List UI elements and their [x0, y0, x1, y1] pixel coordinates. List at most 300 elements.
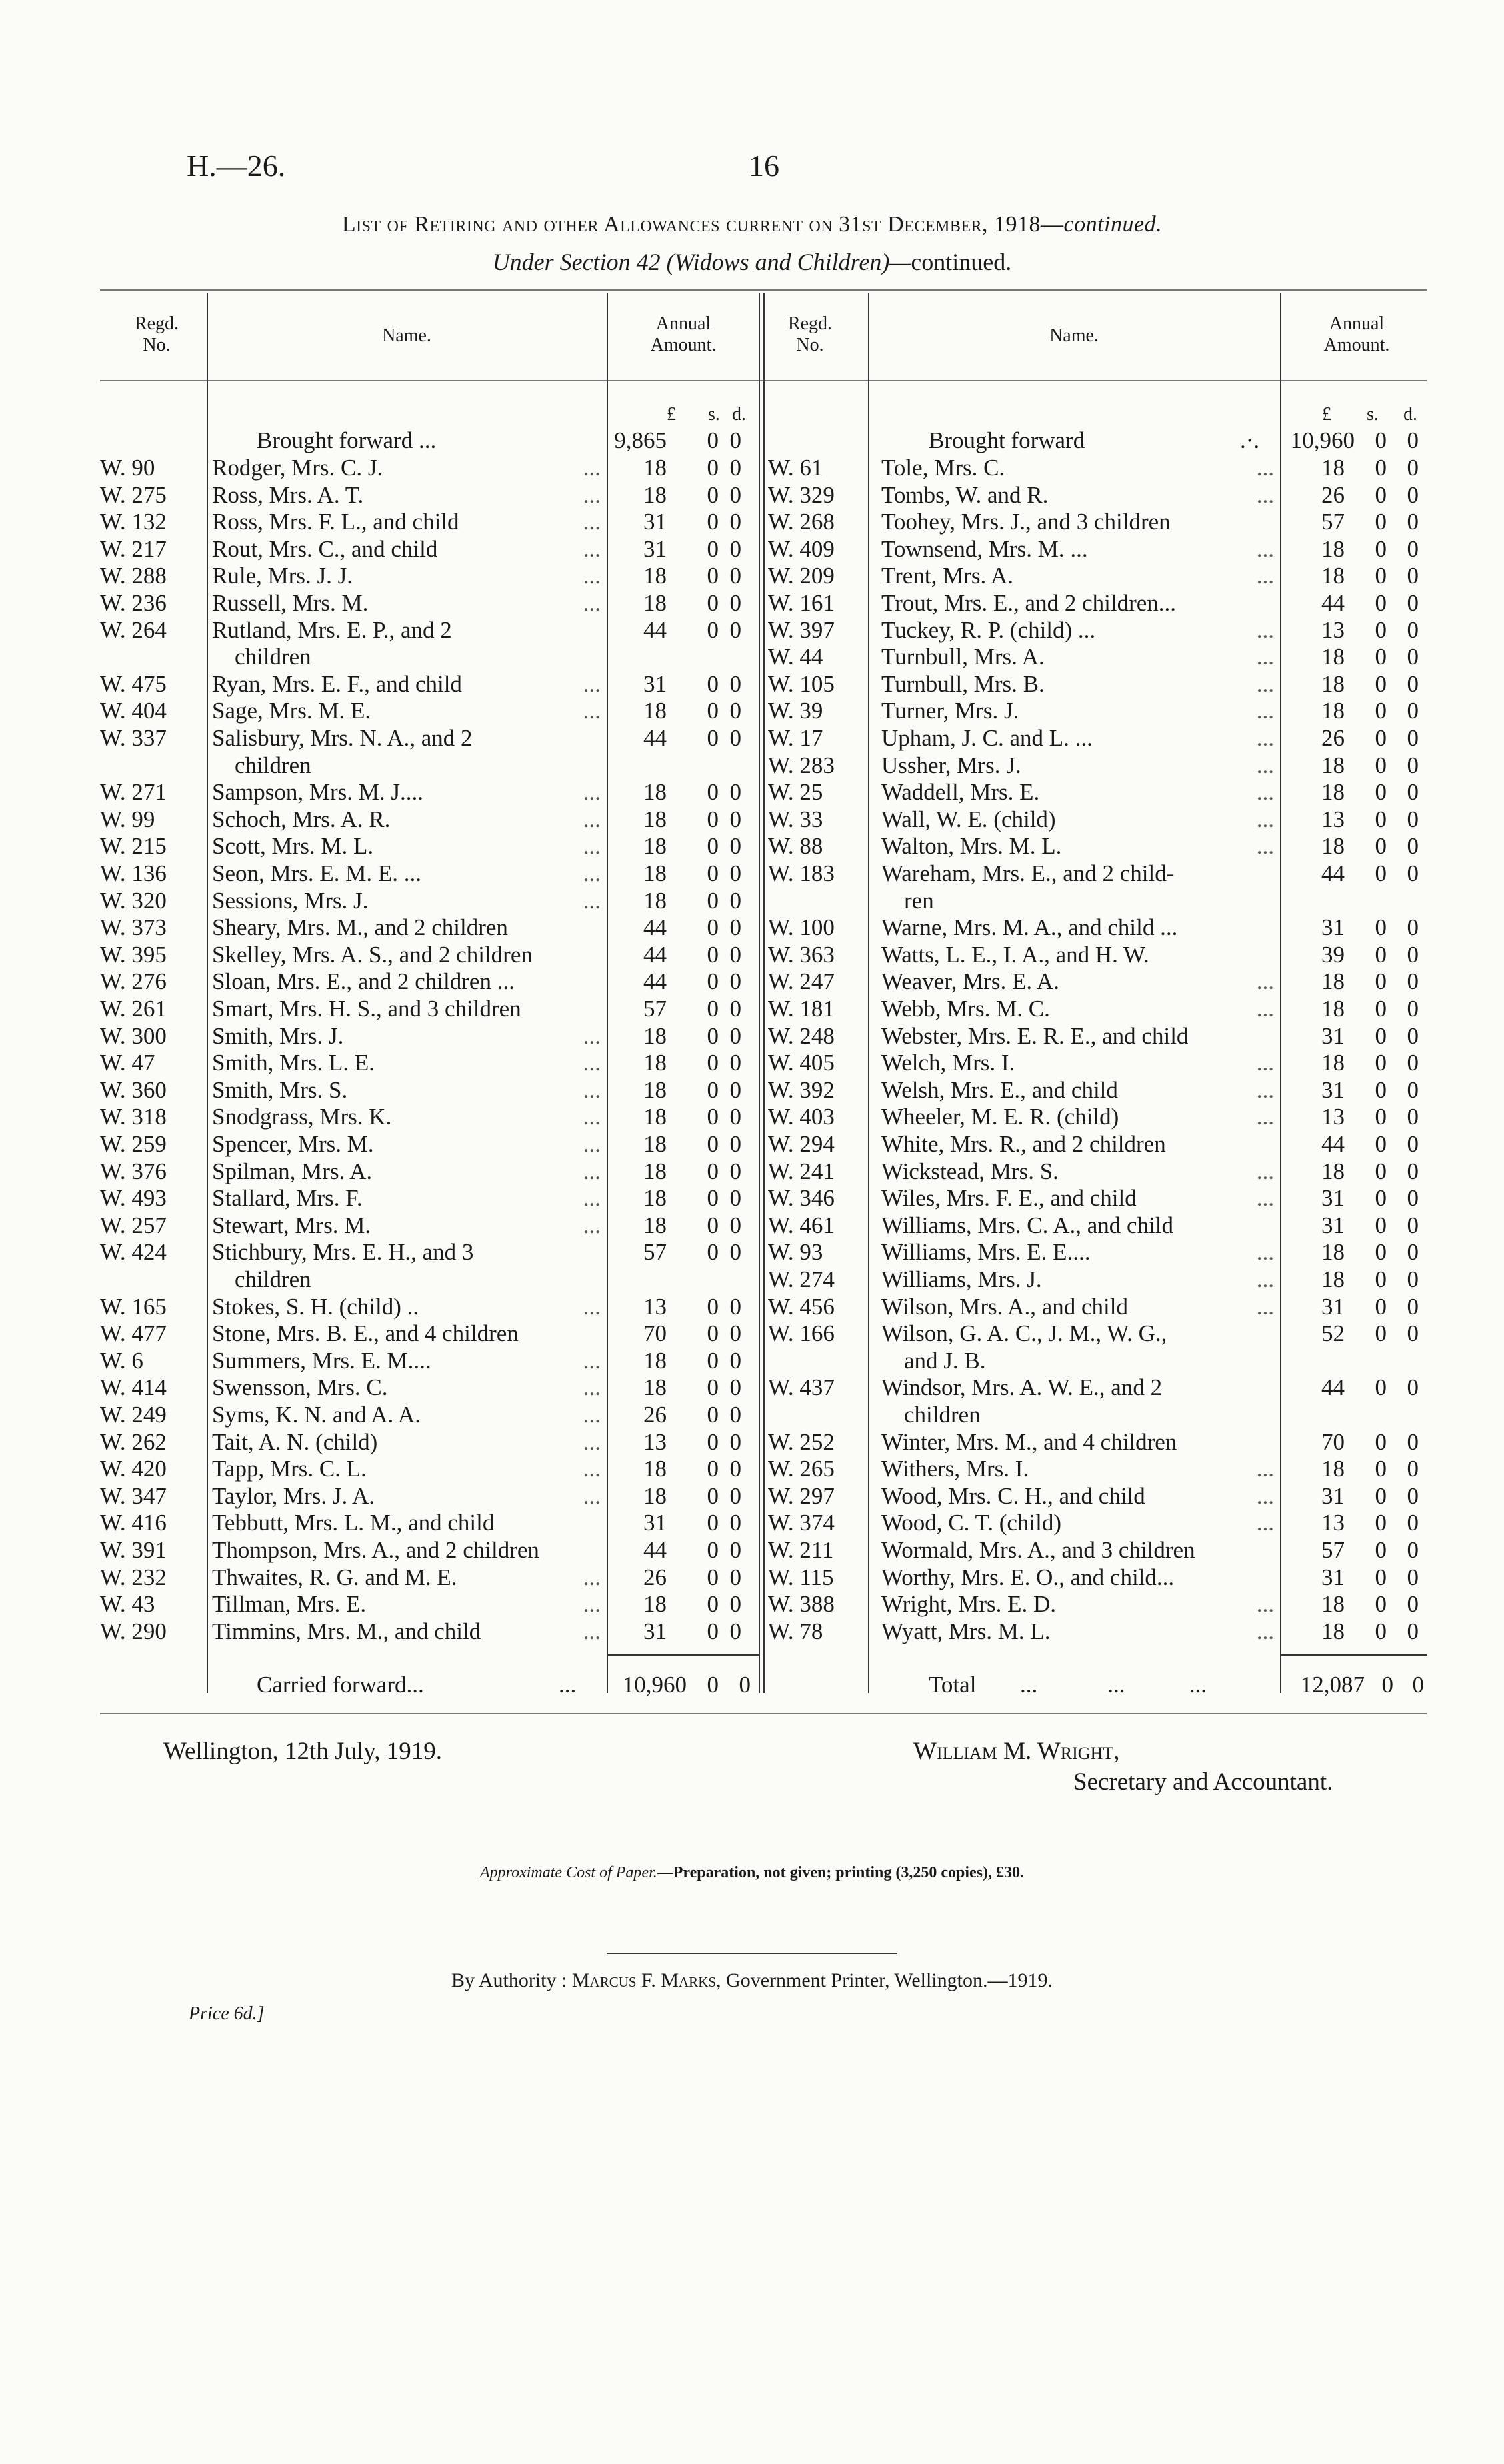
entry-name: Ross, Mrs. A. T. — [212, 481, 364, 508]
cost-label: Approximate Cost of Paper. — [480, 1864, 657, 1881]
leader-dots: ... — [1256, 1482, 1274, 1509]
amount-pounds: 18 — [1321, 833, 1345, 860]
table-row — [0, 752, 1504, 779]
entry-name: Ussher, Mrs. J. — [881, 752, 1021, 778]
amount-shillings: 0 — [1375, 1185, 1387, 1212]
amount-shillings: 0 — [1375, 833, 1387, 860]
amount-pounds: 13 — [1321, 616, 1345, 643]
entry-name: children — [235, 1266, 311, 1292]
regd-number: W. 100 — [768, 914, 835, 941]
amount-shillings: 0 — [707, 590, 719, 616]
amount-pence: 0 — [1407, 833, 1419, 860]
amount-pence: 0 — [729, 1591, 741, 1618]
entry-name: White, Mrs. R., and 2 children — [881, 1131, 1166, 1157]
amount-shillings: 0 — [707, 1104, 719, 1130]
amount-shillings: 0 — [707, 1510, 719, 1536]
amount-pounds: 18 — [643, 1104, 667, 1130]
amount-shillings: 0 — [1375, 725, 1387, 751]
entry-name: Williams, Mrs. J. — [881, 1266, 1042, 1292]
amount-pence: 0 — [729, 670, 741, 697]
entry-name: Ryan, Mrs. E. F., and child — [212, 670, 462, 697]
entry-name: Wiles, Mrs. F. E., and child — [881, 1185, 1137, 1212]
entry-name: Wormald, Mrs. A., and 3 children — [881, 1537, 1195, 1563]
entry-name: Williams, Mrs. C. A., and child — [881, 1212, 1174, 1238]
regd-number: W. 259 — [100, 1131, 167, 1157]
amount-shillings: 0 — [707, 1456, 719, 1482]
amount-shillings: 0 — [1375, 509, 1387, 535]
entry-name: Spilman, Mrs. A. — [212, 1158, 373, 1184]
amount-pence: 0 — [1407, 644, 1419, 670]
regd-number: W. 25 — [768, 779, 823, 806]
authority-rule — [607, 1953, 897, 1954]
amount-pounds: 18 — [1321, 698, 1345, 724]
leader-dots: ... — [1256, 1158, 1274, 1184]
amount-shillings: 0 — [1375, 1428, 1387, 1455]
brought-forward-pence: 0 — [1407, 427, 1419, 453]
authority-suffix: , Government Printer, Wellington.—1919. — [716, 1969, 1053, 1991]
table-row — [0, 1374, 1504, 1401]
entry-name: Rout, Mrs. C., and child — [212, 535, 438, 562]
amount-pounds: 18 — [1321, 563, 1345, 589]
leader-dots: ... — [583, 1428, 601, 1455]
entry-name: Trout, Mrs. E., and 2 children... — [881, 590, 1177, 616]
regd-number: W. 209 — [768, 563, 835, 589]
entry-name: Syms, K. N. and A. A. — [212, 1402, 421, 1428]
entry-name: Sheary, Mrs. M., and 2 children — [212, 914, 508, 941]
leader-dots: ... — [1256, 833, 1274, 860]
entry-name: children — [904, 1402, 981, 1428]
table-row — [0, 1212, 1504, 1239]
amount-shillings: 0 — [707, 806, 719, 832]
regd-number: W. 395 — [100, 941, 167, 968]
amount-pounds: 18 — [1321, 535, 1345, 562]
title-main: List of Retiring and other Allowances current on 31st December, 1918— — [341, 212, 1064, 237]
entry-name: Swensson, Mrs. C. — [212, 1374, 388, 1401]
amount-pence: 0 — [729, 1320, 741, 1347]
leader-dots: ... — [1256, 455, 1274, 481]
leader-dots: ... — [1256, 806, 1274, 832]
amount-pence: 0 — [729, 455, 741, 481]
amount-pounds: 57 — [1321, 1537, 1345, 1563]
header-name-left: Name. — [382, 325, 431, 346]
header-regd-left: Regd. No. — [134, 313, 179, 355]
entry-name: Wyatt, Mrs. M. L. — [881, 1618, 1051, 1644]
amount-pence: 0 — [1407, 1212, 1419, 1238]
entry-name: Williams, Mrs. E. E.... — [881, 1239, 1091, 1266]
amount-shillings: 0 — [1375, 996, 1387, 1022]
amount-pence: 0 — [1407, 914, 1419, 941]
leader-dots: ... — [583, 509, 601, 535]
amount-pounds: 18 — [1321, 670, 1345, 697]
regd-number: W. 388 — [768, 1591, 835, 1618]
amount-shillings: 0 — [1375, 535, 1387, 562]
regd-number: W. 17 — [768, 725, 823, 751]
amount-pounds: 31 — [1321, 1482, 1345, 1509]
entry-name: Sessions, Mrs. J. — [212, 887, 369, 914]
amount-shillings: 0 — [1375, 1564, 1387, 1590]
leader-dots: ... — [583, 1402, 601, 1428]
regd-number: W. 78 — [768, 1618, 823, 1644]
regd-number: W. 105 — [768, 670, 835, 697]
entry-name: Sage, Mrs. M. E. — [212, 698, 371, 724]
amount-shillings: 0 — [1375, 941, 1387, 968]
leader-dots: ... — [583, 833, 601, 860]
brought-forward-pounds: 9,865 — [614, 427, 667, 453]
amount-pence: 0 — [1407, 1239, 1419, 1266]
amount-shillings: 0 — [707, 1158, 719, 1184]
regd-number: W. 165 — [100, 1293, 167, 1320]
amount-shillings: 0 — [707, 1347, 719, 1374]
entry-name: Tait, A. N. (child) — [212, 1428, 378, 1455]
table-row — [0, 1185, 1504, 1212]
entry-name: Wilson, Mrs. A., and child — [881, 1293, 1128, 1320]
amount-shillings: 0 — [1375, 1374, 1387, 1401]
amount-pence: 0 — [1407, 968, 1419, 995]
amount-shillings: 0 — [1375, 698, 1387, 724]
leader-dots: ... — [583, 1022, 601, 1049]
amount-pounds: 13 — [643, 1293, 667, 1320]
regd-number: W. 288 — [100, 563, 167, 589]
table-row — [0, 1294, 1504, 1320]
leader-dots: ... — [1256, 1076, 1274, 1103]
amount-pounds: 26 — [643, 1402, 667, 1428]
right-sum-rule — [1281, 1654, 1427, 1656]
entry-name: Warne, Mrs. M. A., and child ... — [881, 914, 1178, 941]
amount-pounds: 31 — [1321, 1076, 1345, 1103]
table-row — [0, 509, 1504, 535]
leader-dots: ... — [1256, 1266, 1274, 1292]
regd-number: W. 88 — [768, 833, 823, 860]
entry-name: Walton, Mrs. M. L. — [881, 833, 1062, 860]
amount-pence: 0 — [729, 1456, 741, 1482]
amount-pence: 0 — [729, 1022, 741, 1049]
regd-number: W. 236 — [100, 590, 167, 616]
entry-name: Tuckey, R. P. (child) ... — [881, 616, 1096, 643]
amount-pounds: 31 — [643, 1618, 667, 1644]
entry-name: Stichbury, Mrs. E. H., and 3 — [212, 1239, 474, 1266]
amount-pence: 0 — [1407, 1564, 1419, 1590]
amount-shillings: 0 — [707, 860, 719, 886]
amount-pounds: 18 — [643, 1591, 667, 1618]
amount-pounds: 44 — [643, 725, 667, 751]
entry-name: Ross, Mrs. F. L., and child — [212, 509, 459, 535]
amount-pence: 0 — [729, 1564, 741, 1590]
amount-pounds: 18 — [643, 860, 667, 886]
amount-shillings: 0 — [1375, 1212, 1387, 1238]
amount-pence: 0 — [1407, 535, 1419, 562]
regd-number: W. 132 — [100, 509, 167, 535]
amount-shillings: 0 — [1375, 1456, 1387, 1482]
amount-pounds: 57 — [643, 996, 667, 1022]
amount-shillings: 0 — [1375, 1618, 1387, 1644]
entry-name: Timmins, Mrs. M., and child — [212, 1618, 481, 1644]
amount-pence: 0 — [729, 996, 741, 1022]
pence-label: d. — [1403, 404, 1417, 425]
regd-number: W. 268 — [768, 509, 835, 535]
amount-pounds: 18 — [643, 1076, 667, 1103]
header-name-right: Name. — [1049, 325, 1099, 346]
amount-pence: 0 — [729, 1158, 741, 1184]
regd-number: W. 376 — [100, 1158, 167, 1184]
amount-pounds: 70 — [1321, 1428, 1345, 1455]
table-row — [0, 1158, 1504, 1185]
table-row — [0, 806, 1504, 833]
table-row — [0, 1537, 1504, 1564]
regd-number: W. 252 — [768, 1428, 835, 1455]
entry-name: Rutland, Mrs. E. P., and 2 — [212, 616, 452, 643]
amount-shillings: 0 — [1375, 1104, 1387, 1130]
amount-shillings: 0 — [1375, 914, 1387, 941]
left-sum-rule — [608, 1654, 759, 1656]
amount-pounds: 44 — [643, 616, 667, 643]
table-row — [0, 1456, 1504, 1482]
amount-pence: 0 — [1407, 509, 1419, 535]
amount-shillings: 0 — [1375, 616, 1387, 643]
amount-shillings: 0 — [707, 1185, 719, 1212]
amount-pounds: 18 — [1321, 996, 1345, 1022]
printer-name: Marcus F. Marks — [571, 1969, 717, 1991]
amount-pence: 0 — [729, 509, 741, 535]
entry-name: Rodger, Mrs. C. J. — [212, 455, 383, 481]
amount-pence: 0 — [1407, 1104, 1419, 1130]
amount-pounds: 26 — [643, 1564, 667, 1590]
regd-number: W. 437 — [768, 1374, 835, 1401]
amount-shillings: 0 — [707, 1239, 719, 1266]
brought-forward-shillings: 0 — [707, 427, 719, 453]
regd-number: W. 93 — [768, 1239, 823, 1266]
amount-shillings: 0 — [1375, 1076, 1387, 1103]
amount-pence: 0 — [1407, 1266, 1419, 1292]
amount-pence: 0 — [1407, 996, 1419, 1022]
amount-shillings: 0 — [707, 941, 719, 968]
entry-name: Taylor, Mrs. J. A. — [212, 1482, 375, 1509]
leader-dots: ... — [583, 455, 601, 481]
amount-pounds: 44 — [643, 914, 667, 941]
amount-pence: 0 — [729, 1239, 741, 1266]
table-row — [0, 1483, 1504, 1510]
leader-dots: ... — [583, 590, 601, 616]
amount-pence: 0 — [1407, 481, 1419, 508]
total-dots: ... ... ... — [1020, 1672, 1207, 1698]
regd-number: W. 99 — [100, 806, 155, 832]
amount-pence: 0 — [729, 616, 741, 643]
regd-number: W. 39 — [768, 698, 823, 724]
amount-pounds: 39 — [1321, 941, 1345, 968]
amount-shillings: 0 — [707, 1320, 719, 1347]
table-row — [0, 1510, 1504, 1536]
amount-shillings: 0 — [1375, 670, 1387, 697]
amount-pounds: 18 — [643, 481, 667, 508]
entry-name: Turnbull, Mrs. B. — [881, 670, 1045, 697]
entry-name: Wood, Mrs. C. H., and child — [881, 1482, 1145, 1509]
amount-pence: 0 — [1407, 698, 1419, 724]
entry-name: Webster, Mrs. E. R. E., and child — [881, 1022, 1189, 1049]
amount-shillings: 0 — [707, 1293, 719, 1320]
amount-pence: 0 — [729, 1374, 741, 1401]
amount-shillings: 0 — [1375, 860, 1387, 886]
table-row — [0, 590, 1504, 616]
entry-name: Spencer, Mrs. M. — [212, 1131, 374, 1157]
place-date: Wellington, 12th July, 1919. — [163, 1738, 443, 1765]
leader-dots: ... — [1256, 1456, 1274, 1482]
amount-pounds: 18 — [643, 1158, 667, 1184]
amount-shillings: 0 — [1375, 644, 1387, 670]
amount-pence: 0 — [1407, 1320, 1419, 1347]
currency-header-left — [0, 401, 1504, 428]
entry-name: Thompson, Mrs. A., and 2 children — [212, 1537, 539, 1563]
title-continued: continued. — [1063, 212, 1163, 237]
brought-forward-pounds: 10,960 — [1290, 427, 1355, 453]
amount-shillings: 0 — [707, 833, 719, 860]
amount-pounds: 18 — [643, 887, 667, 914]
regd-number: W. 456 — [768, 1293, 835, 1320]
amount-shillings: 0 — [707, 779, 719, 806]
regd-number: W. 181 — [768, 996, 835, 1022]
regd-number: W. 477 — [100, 1320, 167, 1347]
amount-pounds: 31 — [1321, 914, 1345, 941]
leader-dots: ... — [1256, 779, 1274, 806]
table-row — [0, 1131, 1504, 1158]
amount-shillings: 0 — [1375, 779, 1387, 806]
amount-pounds: 18 — [1321, 1591, 1345, 1618]
entry-name: Welch, Mrs. I. — [881, 1050, 1015, 1076]
regd-number: W. 211 — [768, 1537, 834, 1563]
entry-name: Skelley, Mrs. A. S., and 2 children — [212, 941, 533, 968]
entry-name: Worthy, Mrs. E. O., and child... — [881, 1564, 1175, 1590]
amount-pounds: 44 — [643, 941, 667, 968]
entry-name: Seon, Mrs. E. M. E. ... — [212, 860, 422, 886]
entry-name: Russell, Mrs. M. — [212, 590, 369, 616]
regd-number: W. 347 — [100, 1482, 167, 1509]
amount-pence: 0 — [729, 1510, 741, 1536]
leader-dots: ... — [1256, 1293, 1274, 1320]
leader-dots: ... — [1256, 563, 1274, 589]
amount-shillings: 0 — [1375, 1131, 1387, 1157]
amount-pence: 0 — [729, 1131, 741, 1157]
amount-shillings: 0 — [1375, 1293, 1387, 1320]
regd-number: W. 261 — [100, 996, 167, 1022]
entry-name: Wilson, G. A. C., J. M., W. G., — [881, 1320, 1167, 1347]
leader-dots: ... — [583, 1050, 601, 1076]
entry-name: Wickstead, Mrs. S. — [881, 1158, 1059, 1184]
amount-pence: 0 — [1407, 941, 1419, 968]
regd-number: W. 416 — [100, 1510, 167, 1536]
regd-number: W. 475 — [100, 670, 167, 697]
amount-pounds: 31 — [643, 1510, 667, 1536]
leader-dots: .·. — [1240, 427, 1260, 453]
entry-name: ren — [904, 887, 934, 914]
amount-pence: 0 — [729, 563, 741, 589]
amount-pounds: 13 — [643, 1428, 667, 1455]
amount-shillings: 0 — [707, 1537, 719, 1563]
regd-number: W. 44 — [768, 644, 823, 670]
entry-name: Upham, J. C. and L. ... — [881, 725, 1093, 751]
printer-authority — [0, 1969, 1504, 1992]
pence-label: d. — [732, 404, 746, 425]
entry-name: Wareham, Mrs. E., and 2 child- — [881, 860, 1175, 886]
entry-name: Watts, L. E., I. A., and H. W. — [881, 941, 1149, 968]
regd-number: W. 275 — [100, 481, 167, 508]
leader-dots: ... — [583, 563, 601, 589]
entry-name: Stallard, Mrs. F. — [212, 1185, 363, 1212]
amount-pounds: 31 — [1321, 1185, 1345, 1212]
leader-dots: ... — [1256, 1239, 1274, 1266]
amount-pounds: 44 — [643, 1537, 667, 1563]
amount-shillings: 0 — [707, 616, 719, 643]
amount-pounds: 31 — [1321, 1212, 1345, 1238]
entry-name: Summers, Mrs. E. M.... — [212, 1347, 431, 1374]
amount-shillings: 0 — [707, 1428, 719, 1455]
amount-pounds: 44 — [1321, 590, 1345, 616]
table-row — [0, 833, 1504, 860]
shilling-label: s. — [708, 404, 720, 425]
amount-pounds: 52 — [1321, 1320, 1345, 1347]
amount-shillings: 0 — [707, 1050, 719, 1076]
regd-number: W. 241 — [768, 1158, 835, 1184]
entry-name: Waddell, Mrs. E. — [881, 779, 1040, 806]
amount-shillings: 0 — [707, 1482, 719, 1509]
table-row — [0, 1320, 1504, 1347]
entry-name: Withers, Mrs. I. — [881, 1456, 1029, 1482]
regd-number: W. 300 — [100, 1022, 167, 1049]
amount-shillings: 0 — [1375, 1239, 1387, 1266]
amount-pounds: 18 — [643, 1212, 667, 1238]
amount-pence: 0 — [1407, 1050, 1419, 1076]
amount-shillings: 0 — [707, 1591, 719, 1618]
amount-shillings: 0 — [707, 455, 719, 481]
regd-number: W. 363 — [768, 941, 835, 968]
signatory-title: Secretary and Accountant. — [1073, 1768, 1333, 1796]
page-number: 16 — [749, 149, 779, 183]
table-row — [0, 779, 1504, 806]
regd-number: W. 424 — [100, 1239, 167, 1266]
amount-pence: 0 — [729, 1104, 741, 1130]
carried-forward-shillings: 0 — [707, 1672, 719, 1698]
entry-name: Turner, Mrs. J. — [881, 698, 1019, 724]
leader-dots: ... — [583, 1374, 601, 1401]
entry-name: Wall, W. E. (child) — [881, 806, 1056, 832]
amount-pence: 0 — [1407, 860, 1419, 886]
brought-forward-label: Brought forward ... — [257, 427, 437, 453]
amount-pence: 0 — [1407, 616, 1419, 643]
brought-forward-pence: 0 — [729, 427, 741, 453]
amount-pounds: 18 — [643, 779, 667, 806]
table-row — [0, 1618, 1504, 1645]
amount-pence: 0 — [729, 914, 741, 941]
regd-number: W. 265 — [768, 1456, 835, 1482]
amount-shillings: 0 — [1375, 1482, 1387, 1509]
amount-pence: 0 — [729, 887, 741, 914]
amount-pounds: 18 — [643, 1131, 667, 1157]
amount-pounds: 31 — [643, 509, 667, 535]
leader-dots: ... — [583, 1618, 601, 1644]
leader-dots: ... — [1256, 1510, 1274, 1536]
total-pounds: 12,087 — [1300, 1672, 1365, 1698]
pound-label: £ — [667, 404, 676, 425]
table-row — [0, 644, 1504, 670]
table-row — [0, 1402, 1504, 1428]
amount-pence: 0 — [729, 968, 741, 995]
leader-dots: ... — [583, 481, 601, 508]
entry-name: Trent, Mrs. A. — [881, 563, 1014, 589]
amount-pounds: 44 — [1321, 1374, 1345, 1401]
regd-number: W. 283 — [768, 752, 835, 778]
amount-pence: 0 — [1407, 563, 1419, 589]
amount-pounds: 44 — [1321, 860, 1345, 886]
amount-pounds: 26 — [1321, 725, 1345, 751]
cost-of-paper — [0, 1864, 1504, 1882]
regd-number: W. 403 — [768, 1104, 835, 1130]
